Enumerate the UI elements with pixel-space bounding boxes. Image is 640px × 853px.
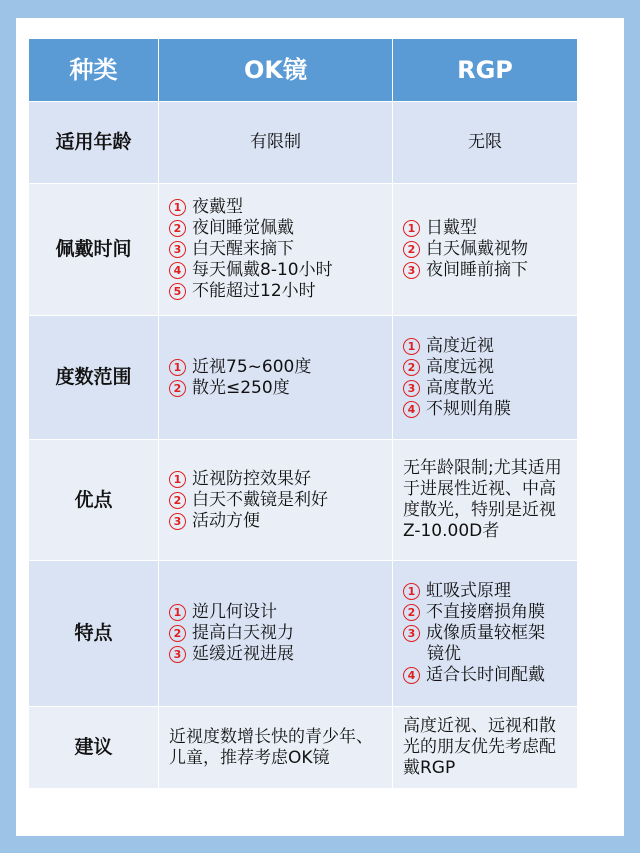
row-label: 佩戴时间 xyxy=(29,184,159,316)
list-item: 1 近视75~600度 xyxy=(169,357,392,378)
list-item: 2 高度远视 xyxy=(403,357,577,378)
list-item: 4 适合长时间配戴 xyxy=(403,665,577,686)
cell-ok: 有限制 xyxy=(159,102,393,184)
list-item: 2 不直接磨损角膜 xyxy=(403,602,577,623)
list-item: 3 活动方便 xyxy=(169,511,392,532)
row-label: 度数范围 xyxy=(29,316,159,440)
list-item: 2 白天佩戴视物 xyxy=(403,239,577,260)
header-row xyxy=(29,39,578,102)
cell-ok: 近视度数增长快的青少年、儿童，推荐考虑OK镜 xyxy=(159,707,393,789)
header-ok-lens: OK镜 xyxy=(159,39,393,102)
header-rgp: RGP xyxy=(393,39,578,102)
row-power-range xyxy=(29,316,578,440)
number-marker: 4 xyxy=(403,401,420,418)
row-label: 特点 xyxy=(29,561,159,707)
number-marker: 1 xyxy=(169,199,186,216)
list-item: 1 日戴型 xyxy=(403,218,577,239)
row-advantages xyxy=(29,440,578,561)
number-marker: 2 xyxy=(403,241,420,258)
number-marker: 2 xyxy=(169,625,186,642)
number-marker: 3 xyxy=(169,646,186,663)
cell-rgp: 高度近视、远视和散光的朋友优先考虑配戴RGP xyxy=(393,707,578,789)
number-marker: 2 xyxy=(169,492,186,509)
number-marker: 1 xyxy=(403,583,420,600)
list-item: 3 夜间睡前摘下 xyxy=(403,260,577,281)
cell-ok xyxy=(159,184,393,316)
list-item-continuation: 镜优 xyxy=(427,644,461,664)
row-wear-time xyxy=(29,184,578,316)
number-marker: 5 xyxy=(169,283,186,300)
list-item: 1 近视防控效果好 xyxy=(169,469,392,490)
row-label: 建议 xyxy=(29,707,159,789)
list-item: 2 白天不戴镜是利好 xyxy=(169,490,392,511)
row-suggestion xyxy=(29,707,578,789)
cell-ok xyxy=(159,440,393,561)
comparison-table xyxy=(28,38,578,789)
list-item: 3 延缓近视进展 xyxy=(169,644,392,665)
list-item: 1 夜戴型 xyxy=(169,197,392,218)
list-item: 2 散光≤250度 xyxy=(169,378,392,399)
number-marker: 3 xyxy=(169,241,186,258)
number-marker: 1 xyxy=(169,471,186,488)
number-marker: 4 xyxy=(169,262,186,279)
list-item: 3 白天醒来摘下 xyxy=(169,239,392,260)
list-item: 4 不规则角膜 xyxy=(403,399,577,420)
list-item: 4 每天佩戴8-10小时 xyxy=(169,260,392,281)
number-marker: 3 xyxy=(169,513,186,530)
list-item: 2 夜间睡觉佩戴 xyxy=(169,218,392,239)
list-item: 3 高度散光 xyxy=(403,378,577,399)
number-marker: 3 xyxy=(403,380,420,397)
list-item: 1 逆几何设计 xyxy=(169,602,392,623)
number-marker: 2 xyxy=(169,220,186,237)
number-marker: 2 xyxy=(403,359,420,376)
row-age xyxy=(29,102,578,184)
cell-rgp: 无年龄限制;尤其适用于进展性近视、中高度散光，特别是近视Z-10.00D者 xyxy=(393,440,578,561)
cell-rgp xyxy=(393,561,578,707)
cell-rgp xyxy=(393,316,578,440)
row-features xyxy=(29,561,578,707)
header-type: 种类 xyxy=(29,39,159,102)
list-item: 1 高度近视 xyxy=(403,336,577,357)
list-item: 1 虹吸式原理 xyxy=(403,581,577,602)
number-marker: 3 xyxy=(403,262,420,279)
number-marker: 2 xyxy=(403,604,420,621)
number-marker: 1 xyxy=(403,338,420,355)
cell-ok xyxy=(159,316,393,440)
list-item: 2 提高白天视力 xyxy=(169,623,392,644)
number-marker: 4 xyxy=(403,667,420,684)
list-item: 5 不能超过12小时 xyxy=(169,281,392,302)
number-marker: 3 xyxy=(403,625,420,642)
number-marker: 1 xyxy=(169,359,186,376)
row-label: 适用年龄 xyxy=(29,102,159,184)
number-marker: 2 xyxy=(169,380,186,397)
list-item: 3 成像质量较框架 xyxy=(403,623,577,644)
number-marker: 1 xyxy=(403,220,420,237)
cell-ok xyxy=(159,561,393,707)
cell-rgp xyxy=(393,184,578,316)
cell-rgp: 无限 xyxy=(393,102,578,184)
row-label: 优点 xyxy=(29,440,159,561)
number-marker: 1 xyxy=(169,604,186,621)
